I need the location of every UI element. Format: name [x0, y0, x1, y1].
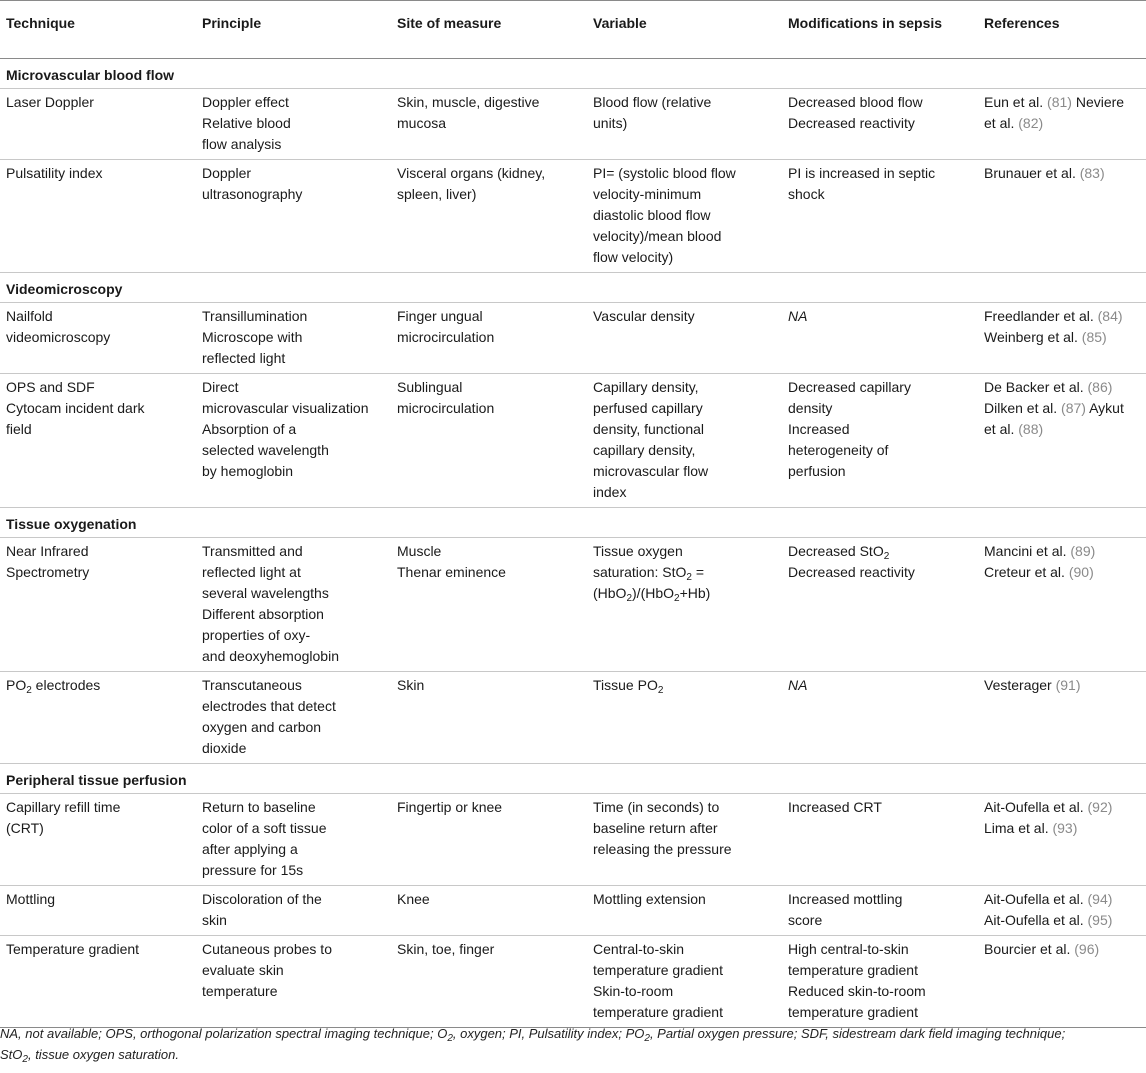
technique-cell: Capillary refill time (CRT) [0, 794, 196, 886]
reference-link[interactable]: (95) [1087, 912, 1113, 928]
reference-link[interactable]: (84) [1097, 308, 1123, 324]
reference-link[interactable]: (96) [1074, 941, 1100, 957]
site-cell: Muscle Thenar eminence [391, 538, 587, 672]
technique-cell: Pulsatility index [0, 160, 196, 273]
references-cell: Mancini et al. (89) Creteur et al. (90) [978, 538, 1146, 672]
site-cell: Skin [391, 672, 587, 764]
variable-cell: Blood flow (relative units) [587, 89, 782, 160]
modifications-cell: PI is increased in septic shock [782, 160, 978, 273]
section-title: Peripheral tissue perfusion [0, 764, 1146, 794]
header-row [0, 1, 1146, 59]
site-cell: Skin, toe, finger [391, 936, 587, 1028]
reference-link[interactable]: (94) [1087, 891, 1113, 907]
references-cell: Ait-Oufella et al. (94) Ait-Oufella et al. (95) [978, 886, 1146, 936]
technique-cell: Temperature gradient [0, 936, 196, 1028]
technique-cell: $PO_2$ electrodes [0, 672, 196, 764]
variable-cell: Time (in seconds) to baseline return after releasing the pressure [587, 794, 782, 886]
variable-cell: Tissue $PO_2$ [587, 672, 782, 764]
variable-cell: Tissue oxygen saturation: StO$_2$ = (HbO$_2$)/(HbO$_2$+Hb) [587, 538, 782, 672]
principle-cell: Transcutaneous electrodes that detect oxygen and carbon dioxide [196, 672, 391, 764]
modifications-cell: Decreased capillary density Increased heterogeneity of perfusion [782, 374, 978, 508]
header-modifications: Modifications in sepsis [782, 1, 978, 59]
technique-cell: Mottling [0, 886, 196, 936]
header-references: References [978, 1, 1146, 59]
reference-link[interactable]: (89) [1070, 543, 1096, 559]
modifications-cell: NA [782, 303, 978, 374]
reference-link[interactable]: (83) [1079, 165, 1105, 181]
reference-link[interactable]: (88) [1018, 421, 1044, 437]
modifications-cell: Decreased StO$_2$ Decreased reactivity [782, 538, 978, 672]
header-principle: Principle [196, 1, 391, 59]
principle-cell: Discoloration of the skin [196, 886, 391, 936]
modifications-cell: High central-to-skin temperature gradient Reduced skin-to-room temperature gradient [782, 936, 978, 1028]
reference-link[interactable]: (92) [1087, 799, 1113, 815]
section-title: Microvascular blood flow [0, 59, 1146, 89]
reference-link[interactable]: (81) [1047, 94, 1072, 110]
references-cell: Eun et al. (81) Neviere et al. (82) [978, 89, 1146, 160]
reference-link[interactable]: (91) [1055, 677, 1081, 693]
reference-link[interactable]: (87) [1061, 400, 1086, 416]
section-row [0, 273, 1146, 303]
principle-cell: Cutaneous probes to evaluate skin temperature [196, 936, 391, 1028]
principle-cell: Doppler effect Relative blood flow analysis [196, 89, 391, 160]
modifications-cell: Increased CRT [782, 794, 978, 886]
header-technique: Technique [0, 1, 196, 59]
reference-link[interactable]: (93) [1052, 820, 1078, 836]
references-cell: De Backer et al. (86) Dilken et al. (87) Aykut et al. (88) [978, 374, 1146, 508]
technique-cell: Near Infrared Spectrometry [0, 538, 196, 672]
section-title: Videomicroscopy [0, 273, 1146, 303]
header-variable: Variable [587, 1, 782, 59]
site-cell: Sublingual microcirculation [391, 374, 587, 508]
variable-cell: Vascular density [587, 303, 782, 374]
site-cell: Knee [391, 886, 587, 936]
principle-cell: Transmitted and reflected light at several wavelengths Different absorption properties of oxy- and deoxyhemoglobin [196, 538, 391, 672]
variable-cell: Central-to-skin temperature gradient Skin-to-room temperature gradient [587, 936, 782, 1028]
references-cell: Freedlander et al. (84) Weinberg et al. (85) [978, 303, 1146, 374]
principle-cell: Doppler ultrasonography [196, 160, 391, 273]
variable-cell: Mottling extension [587, 886, 782, 936]
principle-cell: Return to baseline color of a soft tissue after applying a pressure for 15s [196, 794, 391, 886]
variable-cell: PI= (systolic blood flow velocity-minimum diastolic blood flow velocity)/mean blood flow velocity) [587, 160, 782, 273]
principle-cell: Direct microvascular visualization Absorption of a selected wavelength by hemoglobin [196, 374, 391, 508]
site-cell: Finger ungual microcirculation [391, 303, 587, 374]
site-cell: Fingertip or knee [391, 794, 587, 886]
table-row [0, 672, 1146, 764]
reference-link[interactable]: (86) [1087, 379, 1113, 395]
section-row [0, 764, 1146, 794]
modifications-cell: NA [782, 672, 978, 764]
section-title: Tissue oxygenation [0, 508, 1146, 538]
table-row [0, 89, 1146, 160]
technique-cell: Nailfold videomicroscopy [0, 303, 196, 374]
table-footnote: NA, not available; OPS, orthogonal polarization spectral imaging technique; $O_2$, oxygen; PI, Pulsatility index; $PO_2$, Partial oxygen pressure; SDF, sidestream dark field imaging technique; StO$_2$, tissue oxygen saturation. [0, 1026, 1066, 1065]
references-cell: Ait-Oufella et al. (92) Lima et al. (93) [978, 794, 1146, 886]
section-row [0, 59, 1146, 89]
references-cell: Brunauer et al. (83) [978, 160, 1146, 273]
table-row [0, 936, 1146, 1028]
site-cell: Skin, muscle, digestive mucosa [391, 89, 587, 160]
section-row [0, 508, 1146, 538]
reference-link[interactable]: (90) [1068, 564, 1094, 580]
references-cell: Bourcier et al. (96) [978, 936, 1146, 1028]
table-row [0, 303, 1146, 374]
table-row [0, 160, 1146, 273]
site-cell: Visceral organs (kidney, spleen, liver) [391, 160, 587, 273]
modifications-cell: Decreased blood flow Decreased reactivity [782, 89, 978, 160]
technique-cell: Laser Doppler [0, 89, 196, 160]
table-row [0, 794, 1146, 886]
principle-cell: Transillumination Microscope with reflected light [196, 303, 391, 374]
table-row [0, 886, 1146, 936]
reference-link[interactable]: (82) [1018, 115, 1044, 131]
header-site: Site of measure [391, 1, 587, 59]
technique-cell: OPS and SDF Cytocam incident dark field [0, 374, 196, 508]
table-row [0, 538, 1146, 672]
reference-link[interactable]: (85) [1081, 329, 1107, 345]
table-row [0, 374, 1146, 508]
modifications-cell: Increased mottling score [782, 886, 978, 936]
variable-cell: Capillary density, perfused capillary density, functional capillary density, microvascular flow index [587, 374, 782, 508]
references-cell: Vesterager (91) [978, 672, 1146, 764]
